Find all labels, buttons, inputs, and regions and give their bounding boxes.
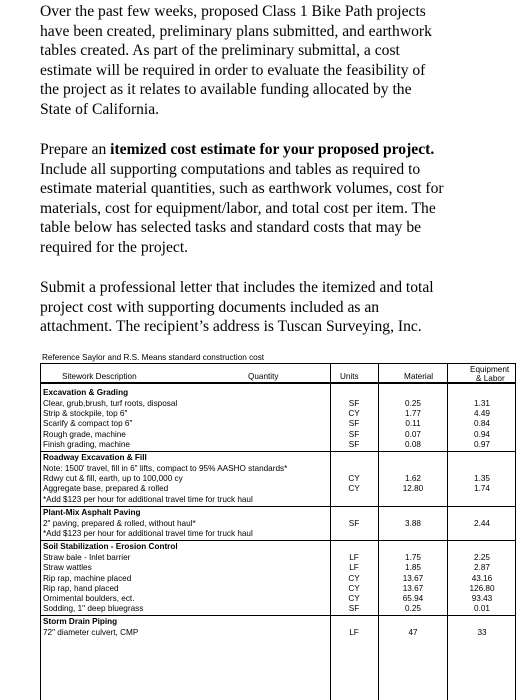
section-title: Soil Stabilization - Erosion Control — [43, 542, 178, 552]
section-title: Roadway Excavation & Fill — [43, 453, 147, 462]
table-row — [40, 574, 516, 584]
text-line: estimate material quantities, such as earthwork volumes, cost for — [40, 180, 444, 198]
table-row — [40, 584, 516, 594]
item-equipment-labor-cost: 0.84 — [474, 419, 490, 429]
item-equipment-labor-cost: 126.80 — [469, 583, 495, 593]
item-material-cost: 1.75 — [405, 553, 421, 563]
item-material-cost: 1.85 — [405, 563, 421, 573]
item-equipment-labor-cost: 2.25 — [474, 553, 490, 563]
item-unit: SF — [348, 604, 360, 614]
header-labor: & Labor — [476, 374, 505, 383]
table-row — [40, 409, 516, 419]
item-unit: SF — [348, 439, 360, 449]
text-line — [40, 140, 480, 160]
item-description: Finish grading, machine — [43, 439, 130, 449]
section-heading-row — [40, 542, 516, 552]
item-description: Scarify & compact top 6" — [43, 419, 133, 429]
table-reference: Reference Saylor and R.S. Means standard construction cost — [40, 352, 516, 364]
text-line: project cost with supporting documents included as an — [40, 298, 380, 316]
item-equipment-labor-cost: 2.87 — [474, 563, 490, 573]
item-equipment-labor-cost: 1.74 — [474, 484, 490, 494]
text-line: State of California. — [40, 100, 160, 118]
item-unit: CY — [348, 409, 360, 419]
table-row — [40, 628, 516, 638]
table-row — [40, 519, 516, 529]
item-material-cost: 1.62 — [405, 474, 421, 484]
item-unit: SF — [348, 399, 360, 408]
item-material-cost: 0.25 — [405, 399, 421, 408]
item-description: 72" diameter culvert, CMP — [43, 628, 139, 638]
item-material-cost: 13.67 — [402, 583, 424, 593]
item-unit: LF — [349, 563, 359, 573]
header-equipment: Equipment — [470, 365, 510, 374]
table-row — [40, 529, 516, 539]
item-description: Clear, grub,brush, turf roots, disposal — [43, 399, 178, 408]
item-description: *Add $123 per hour for additional travel time for truck haul — [43, 529, 253, 538]
item-equipment-labor-cost: 2.44 — [474, 518, 490, 528]
item-material-cost: 1.77 — [405, 409, 421, 419]
header-description: Sitework Description — [62, 372, 137, 381]
item-description: Straw wattles — [43, 563, 92, 573]
text-line: Over the past few weeks, proposed Class 1 Bike Path projects — [40, 3, 426, 20]
text-line: materials, cost for equipment/labor, and total cost per item. The — [40, 199, 436, 217]
item-equipment-labor-cost: 33 — [477, 628, 487, 638]
table-row — [40, 604, 516, 614]
text-line: tables created. As part of the preliminary submittal, a cost — [40, 42, 400, 60]
table-row — [40, 430, 516, 440]
text-line: required for the project. — [40, 238, 189, 256]
item-unit: SF — [348, 518, 360, 528]
item-material-cost: 47 — [408, 628, 418, 638]
table-row — [40, 594, 516, 604]
item-unit: CY — [348, 484, 360, 494]
item-equipment-labor-cost: 1.31 — [474, 399, 490, 408]
item-equipment-labor-cost: 0.01 — [474, 604, 490, 614]
section-heading-row — [40, 453, 516, 463]
item-description: Rip rap, machine placed — [43, 573, 132, 583]
item-unit: CY — [348, 474, 360, 484]
header-units: Units — [340, 372, 359, 381]
item-description: Straw bale - Inlet barrier — [43, 553, 131, 563]
table-row — [40, 474, 516, 484]
item-description: Rip rap, hand placed — [43, 583, 119, 593]
text-line: Include all supporting computations and tables as required to — [40, 160, 421, 178]
item-description: Rdwy cut & fill, earth, up to 100,000 cy — [43, 474, 183, 484]
emphasis-text: itemized cost estimate for your proposed project. — [110, 141, 435, 158]
section-separator — [40, 540, 516, 541]
text-line: estimate will be required in order to evaluate the feasibility of — [40, 61, 426, 79]
item-material-cost: 65.94 — [402, 594, 424, 603]
item-unit: SF — [348, 429, 360, 439]
item-unit: CY — [348, 594, 360, 603]
item-material-cost: 0.25 — [405, 604, 421, 614]
item-unit: CY — [348, 573, 360, 583]
header-material: Material — [404, 372, 434, 381]
item-description: 2" paving, prepared & rolled, without haul* — [43, 518, 196, 528]
item-equipment-labor-cost: 0.97 — [474, 439, 490, 449]
item-equipment-labor-cost: 93.43 — [471, 594, 493, 603]
section-separator — [40, 451, 516, 452]
section-separator — [40, 615, 516, 616]
item-material-cost: 13.67 — [402, 573, 424, 583]
item-description: Strip & stockpile, top 6" — [43, 409, 128, 419]
table-row — [40, 484, 516, 494]
instructions-paragraph — [40, 140, 480, 258]
table-row — [40, 440, 516, 450]
text-line: table below has selected tasks and standard costs that may be — [40, 219, 422, 237]
item-unit: SF — [348, 419, 360, 429]
table-row — [40, 495, 516, 505]
table-row — [40, 553, 516, 563]
item-unit: LF — [349, 553, 359, 563]
header-quantity: Quantity — [248, 372, 279, 381]
section-title: Excavation & Grading — [43, 388, 129, 397]
table-header — [40, 364, 516, 384]
item-description: *Add $123 per hour for additional travel time for truck haul — [43, 494, 253, 504]
item-material-cost: 3.88 — [405, 518, 421, 528]
item-unit: CY — [348, 583, 360, 593]
section-title: Storm Drain Piping — [43, 617, 118, 627]
item-material-cost: 0.07 — [405, 429, 421, 439]
table-row — [40, 419, 516, 429]
text-line: the project as it relates to available funding allocated by the — [40, 81, 412, 99]
item-equipment-labor-cost: 4.49 — [474, 409, 490, 419]
cost-table — [40, 352, 516, 700]
item-description: Ornimental boulders, ect. — [43, 594, 135, 603]
section-heading-row — [40, 617, 516, 627]
text-line: attachment. The recipient’s address is Tuscan Surveying, Inc. — [40, 318, 422, 336]
section-heading-row — [40, 508, 516, 518]
item-equipment-labor-cost: 1.35 — [474, 474, 490, 484]
submission-paragraph — [40, 278, 480, 337]
item-description: Note: 1500' travel, fill in 6" lifts, compact to 95% AASHO standards* — [43, 464, 288, 473]
text-line: have been created, preliminary plans submitted, and earthwork — [40, 22, 432, 40]
item-equipment-labor-cost: 0.94 — [474, 429, 490, 439]
section-title: Plant-Mix Asphalt Paving — [43, 507, 141, 517]
item-material-cost: 0.11 — [405, 419, 421, 429]
item-equipment-labor-cost: 43.16 — [471, 573, 493, 583]
item-description: Sodding, 1" deep bluegrass — [43, 604, 144, 614]
item-material-cost: 0.08 — [405, 439, 421, 449]
lead-text: Prepare an — [40, 141, 111, 158]
item-unit: LF — [349, 628, 359, 638]
item-description: Aggregate base, prepared & rolled — [43, 484, 169, 494]
table-row — [40, 399, 516, 409]
item-material-cost: 12.80 — [402, 484, 424, 494]
section-heading-row — [40, 388, 516, 398]
intro-paragraph — [40, 2, 480, 120]
table-row — [40, 563, 516, 573]
text-line: Submit a professional letter that includes the itemized and total — [40, 279, 434, 296]
table-row — [40, 464, 516, 474]
section-separator — [40, 506, 516, 507]
item-description: Rough grade, machine — [43, 429, 126, 439]
